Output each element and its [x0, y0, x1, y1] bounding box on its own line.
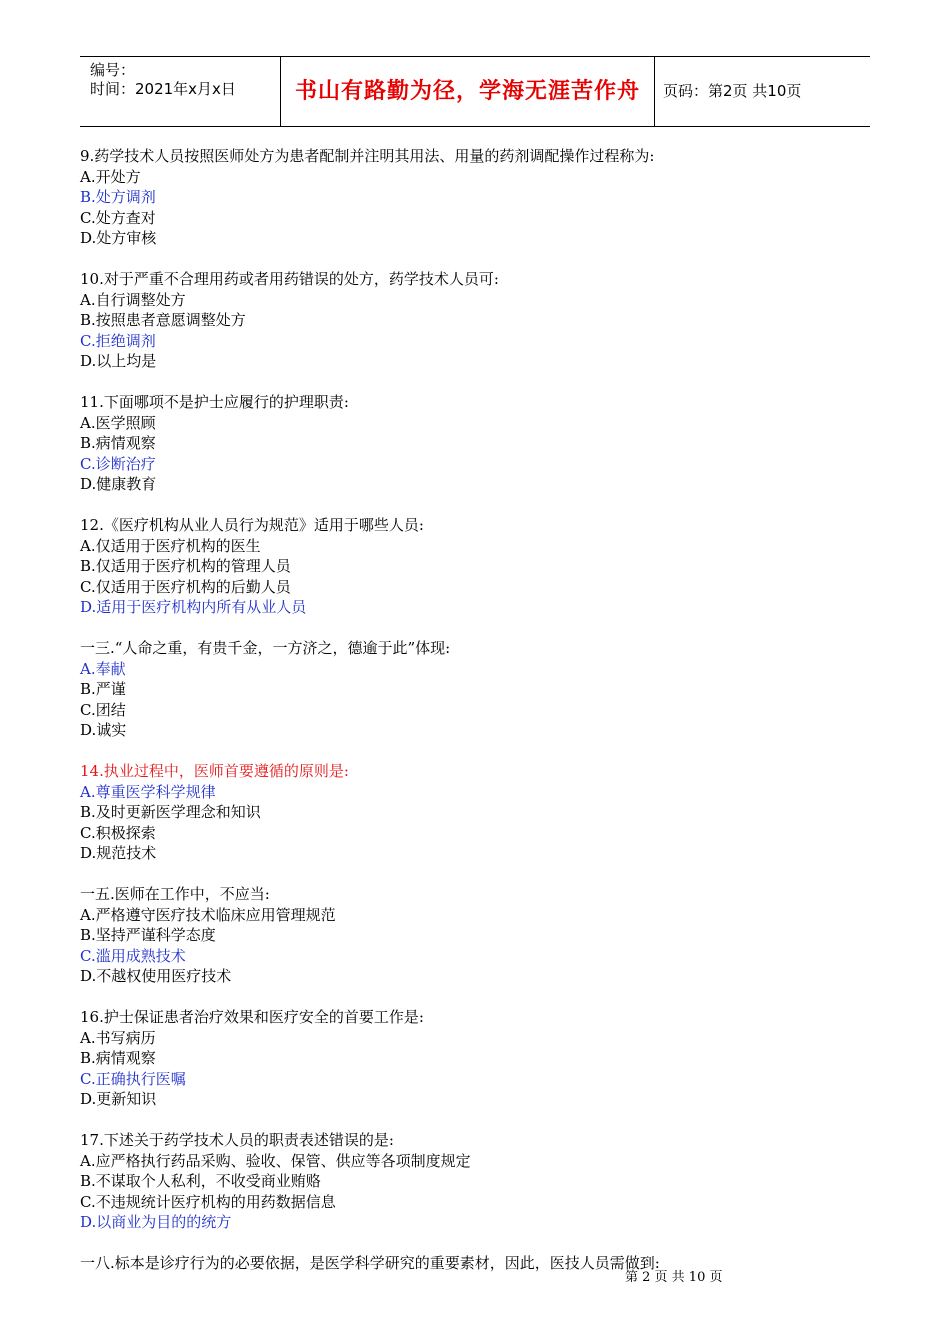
answer-option: C.滥用成熟技术	[80, 946, 186, 965]
question-stem: 11.下面哪项不是护士应履行的护理职责:	[80, 393, 349, 411]
question-block	[80, 146, 870, 249]
question-block	[80, 1253, 870, 1274]
answer-option: C.积极探索	[80, 823, 156, 842]
answer-option: A.应严格执行药品采购、验收、保管、供应等各项制度规定	[80, 1151, 471, 1170]
question-block	[80, 392, 870, 495]
answer-option: A.自行调整处方	[80, 290, 186, 309]
question-stem: 一五.医师在工作中，不应当:	[80, 885, 270, 903]
answer-option: B.病情观察	[80, 1049, 156, 1067]
header-info-cell	[80, 57, 281, 126]
answer-option: B.坚持严谨科学态度	[80, 926, 216, 944]
answer-option: C.不违规统计医疗机构的用药数据信息	[80, 1192, 336, 1211]
answer-option: D.处方审核	[80, 229, 157, 247]
question-block	[80, 638, 870, 741]
answer-option: A.奉献	[80, 659, 126, 678]
answer-option: C.团结	[80, 700, 126, 719]
answer-option: C.处方查对	[80, 208, 156, 227]
question-block	[80, 884, 870, 987]
answer-option: D.以上均是	[80, 352, 157, 370]
question-stem: 16.护士保证患者治疗效果和医疗安全的首要工作是:	[80, 1008, 424, 1026]
answer-option: B.严谨	[80, 680, 126, 698]
page-footer: 第 2 页 共 10 页	[625, 1270, 723, 1285]
answer-option: B.处方调剂	[80, 188, 156, 206]
question-stem: 一三.“人命之重，有贵千金，一方济之，德逾于此”体现:	[80, 639, 451, 657]
answer-option: D.适用于医疗机构内所有从业人员	[80, 598, 307, 616]
question-stem: 9.药学技术人员按照医师处方为患者配制并注明其用法、用量的药剂调配操作过程称为:	[80, 147, 655, 165]
answer-option: D.诚实	[80, 721, 127, 739]
answer-option: D.规范技术	[80, 844, 157, 862]
answer-option: D.不越权使用医疗技术	[80, 967, 232, 985]
answer-option: B.病情观察	[80, 434, 156, 452]
header-page-number: 页码：第2页 共10页	[663, 82, 802, 100]
question-block	[80, 1130, 870, 1233]
question-block	[80, 761, 870, 864]
answer-option: D.以商业为目的的统方	[80, 1213, 232, 1231]
answer-option: A.开处方	[80, 167, 141, 186]
question-list	[80, 146, 870, 1294]
answer-option: D.更新知识	[80, 1090, 157, 1108]
question-stem: 10.对于严重不合理用药或者用药错误的处方，药学技术人员可:	[80, 270, 499, 288]
question-stem: 12.《医疗机构从业人员行为规范》适用于哪些人员:	[80, 516, 424, 534]
question-stem: 14.执业过程中，医师首要遵循的原则是:	[80, 762, 349, 780]
answer-option: B.仅适用于医疗机构的管理人员	[80, 557, 291, 575]
answer-option: B.及时更新医学理念和知识	[80, 803, 261, 821]
document-time-label: 时间：2021年x月x日	[90, 80, 236, 98]
header-motto: 书山有路勤为径，学海无涯苦作舟	[281, 57, 655, 126]
question-stem: 17.下述关于药学技术人员的职责表述错误的是:	[80, 1131, 394, 1149]
answer-option: A.严格遵守医疗技术临床应用管理规范	[80, 905, 336, 924]
answer-option: C.拒绝调剂	[80, 331, 156, 350]
answer-option: C.诊断治疗	[80, 454, 156, 473]
answer-option: B.按照患者意愿调整处方	[80, 311, 246, 329]
answer-option: D.健康教育	[80, 475, 157, 493]
answer-option: B.不谋取个人私利，不收受商业贿赂	[80, 1172, 321, 1190]
answer-option: A.书写病历	[80, 1028, 156, 1047]
answer-option: A.尊重医学科学规律	[80, 782, 216, 801]
answer-option: C.仅适用于医疗机构的后勤人员	[80, 577, 291, 596]
answer-option: A.医学照顾	[80, 413, 156, 432]
question-stem: 一八.标本是诊疗行为的必要依据，是医学科学研究的重要素材，因此，医技人员需做到:	[80, 1254, 660, 1272]
document-number-label: 编号：	[90, 61, 136, 79]
question-block	[80, 1007, 870, 1110]
question-block	[80, 515, 870, 618]
answer-option: C.正确执行医嘱	[80, 1069, 186, 1088]
answer-option: A.仅适用于医疗机构的医生	[80, 536, 261, 555]
question-block	[80, 269, 870, 372]
page-header	[80, 56, 870, 127]
